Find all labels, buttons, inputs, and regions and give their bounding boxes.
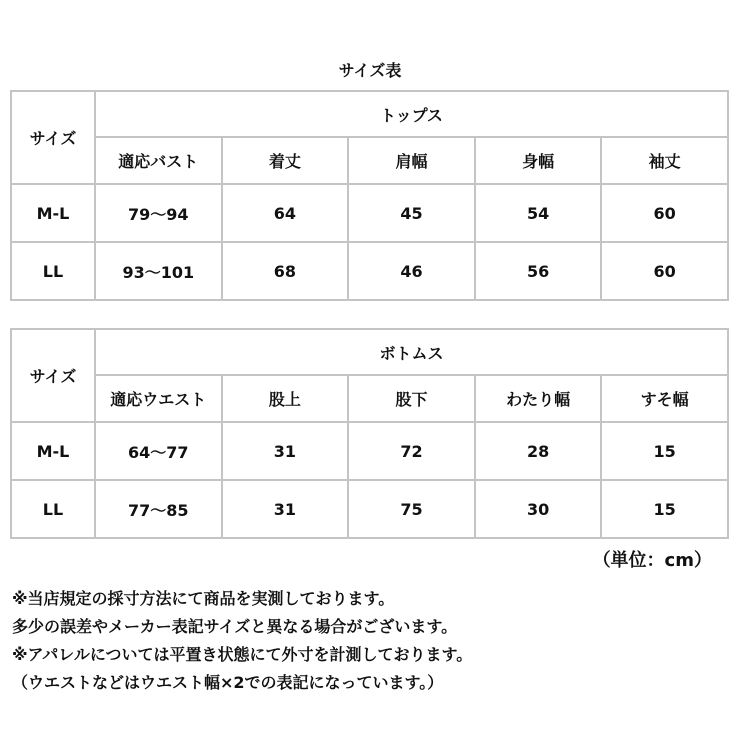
table-cell: 54: [475, 184, 602, 242]
column-header: 肩幅: [348, 137, 475, 184]
table-cell: 31: [222, 480, 349, 538]
size-label: M-L: [11, 184, 95, 242]
column-header: 股下: [348, 375, 475, 422]
column-header: 適応バスト: [95, 137, 222, 184]
size-label: M-L: [11, 422, 95, 480]
table-cell: 72: [348, 422, 475, 480]
page-title: サイズ表: [338, 61, 402, 80]
size-label: LL: [11, 242, 95, 300]
bottoms-size-table: [10, 328, 729, 539]
table-row: [11, 242, 728, 300]
table-cell: 15: [601, 480, 728, 538]
size-header: サイズ: [11, 329, 95, 422]
table-cell: 45: [348, 184, 475, 242]
column-header: 着丈: [222, 137, 349, 184]
column-header: わたり幅: [475, 375, 602, 422]
table-cell: 75: [348, 480, 475, 538]
size-label: LL: [11, 480, 95, 538]
table-cell: 56: [475, 242, 602, 300]
table-row: [11, 422, 728, 480]
size-header: サイズ: [11, 91, 95, 184]
table-row: [11, 480, 728, 538]
column-header: すそ幅: [601, 375, 728, 422]
note-line: ※アパレルについては平置き状態にて外寸を計測しております。: [12, 645, 473, 664]
note-line: 多少の誤差やメーカー表記サイズと異なる場合がございます。: [12, 617, 458, 636]
table-cell: 60: [601, 242, 728, 300]
unit-note: （単位：cm）: [592, 550, 712, 571]
table-cell: 28: [475, 422, 602, 480]
table-cell: 30: [475, 480, 602, 538]
note-line: （ウエストなどはウエスト幅×2での表記になっています。）: [12, 673, 444, 692]
table-cell: 77～85: [95, 480, 222, 538]
table-cell: 15: [601, 422, 728, 480]
table-cell: 64: [222, 184, 349, 242]
table-cell: 64～77: [95, 422, 222, 480]
column-header: 適応ウエスト: [95, 375, 222, 422]
table-cell: 60: [601, 184, 728, 242]
table-cell: 79～94: [95, 184, 222, 242]
table-row: [11, 184, 728, 242]
table-cell: 68: [222, 242, 349, 300]
table-cell: 46: [348, 242, 475, 300]
column-header: 身幅: [475, 137, 602, 184]
tops-size-table: [10, 90, 729, 301]
column-header: 股上: [222, 375, 349, 422]
table-cell: 93～101: [95, 242, 222, 300]
group-header-tops: トップス: [95, 91, 728, 137]
table-cell: 31: [222, 422, 349, 480]
group-header-bottoms: ボトムス: [95, 329, 728, 375]
column-header: 袖丈: [601, 137, 728, 184]
notes: [12, 585, 472, 697]
note-line: ※当店規定の採寸方法にて商品を実測しております。: [12, 589, 395, 608]
